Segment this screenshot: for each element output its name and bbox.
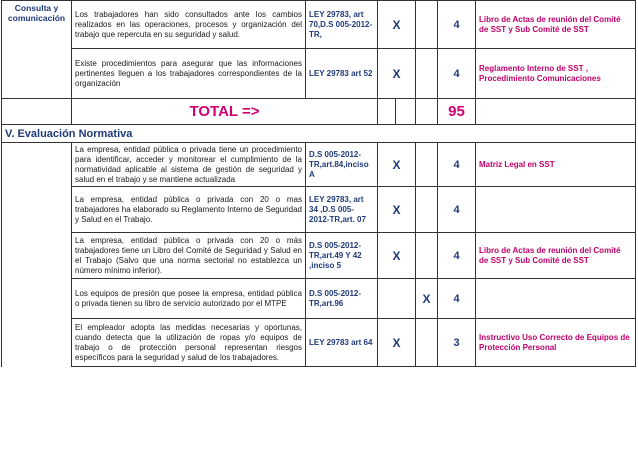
table-row [2, 187, 636, 233]
description-cell: La empresa, entidad pública o privada con 20 o más trabajadores tiene un Libro del Comité de Seguridad y Salud en el Trabajo (Salvo que una norma sectorial no establezca un número mínimo inferior). [72, 233, 306, 279]
total-empty-cell [476, 99, 636, 125]
evidence-cell: Matriz Legal en SST [476, 143, 636, 187]
law-cell: LEY 29783, art 70,D.S 005-2012-TR, [306, 1, 378, 49]
table-row [2, 49, 636, 99]
total-empty-cell [396, 99, 416, 125]
compliance-mark-cell: X [378, 233, 416, 279]
law-cell: LEY 29783 art 64 [306, 319, 378, 367]
evidence-cell: Libro de Actas de reunión del Comité de SST y Sub Comité de SST [476, 1, 636, 49]
noncompliance-mark-cell [416, 233, 438, 279]
score-cell: 4 [438, 187, 476, 233]
noncompliance-mark-cell [416, 187, 438, 233]
noncompliance-mark-cell [416, 49, 438, 99]
total-value: 95 [438, 99, 476, 125]
compliance-mark-cell: X [378, 1, 416, 49]
evidence-cell: Libro de Actas de reunión del Comité de SST y Sub Comité de SST [476, 233, 636, 279]
evaluation-table [1, 0, 636, 367]
noncompliance-mark-cell [416, 143, 438, 187]
law-cell: D.S 005-2012-TR,art.84,inciso A [306, 143, 378, 187]
table-row [2, 143, 636, 187]
score-cell: 4 [438, 1, 476, 49]
section-title: V. Evaluación Normativa [2, 125, 636, 143]
evidence-cell: Instructivo Uso Correcto de Equipos de Protección Personal [476, 319, 636, 367]
score-cell: 4 [438, 279, 476, 319]
compliance-mark-cell: X [378, 319, 416, 367]
noncompliance-mark-cell [416, 319, 438, 367]
description-cell: La empresa, entidad pública o privada con 20 o mas trabajadores ha elaborado su Reglamento Interno de Seguridad y Salud en el Trabajo. [72, 187, 306, 233]
compliance-mark-cell: X [378, 187, 416, 233]
evidence-cell: Reglamento Interno de SST , Procedimiento Comunicaciones [476, 49, 636, 99]
score-cell: 4 [438, 143, 476, 187]
compliance-mark-cell [378, 279, 416, 319]
description-cell: Existe procedimientos para asegurar que las informaciones pertinentes lleguen a los trabajadores correspondientes de la organización [72, 49, 306, 99]
category-cell: Consulta y comunicación [2, 1, 72, 99]
description-cell: La empresa, entidad pública o privada tiene un procedimiento para identificar, acceder y monitorear el cumplimiento de la normatividad aplicable al sistema de gestión de seguridad y salud en el trabajo y se mantiene actualizada [72, 143, 306, 187]
section-header-row [2, 125, 636, 143]
compliance-mark-cell: X [378, 49, 416, 99]
total-label: TOTAL => [72, 99, 378, 125]
description-cell: El empleador adopta las medidas necesarias y oportunas, cuando detecta que la utilización de ropas y/o equipos de trabajo o de protección personal representan riesgos específicos para la seguridad y salud de los trabajadores. [72, 319, 306, 367]
noncompliance-mark-cell [416, 1, 438, 49]
score-cell: 4 [438, 49, 476, 99]
score-cell: 3 [438, 319, 476, 367]
category-cell-empty [2, 143, 72, 367]
table-row [2, 279, 636, 319]
law-cell: D.S 005-2012-TR,art.96 [306, 279, 378, 319]
law-cell: D.S 005-2012-TR,art.49 Y 42 ,inciso 5 [306, 233, 378, 279]
table-row [2, 1, 636, 49]
law-cell: LEY 29783, art 34 ,D.S 005-2012-TR,art. 07 [306, 187, 378, 233]
total-empty-cell [416, 99, 438, 125]
evidence-cell [476, 187, 636, 233]
evidence-cell [476, 279, 636, 319]
description-cell: Los equipos de presión que posee la empresa, entidad pública o privada tienen su libro de servicio autorizado por el MTPE [72, 279, 306, 319]
compliance-mark-cell: X [378, 143, 416, 187]
noncompliance-mark-cell: X [416, 279, 438, 319]
table-row [2, 319, 636, 367]
description-cell: Los trabajadores han sido consultados ante los cambios realizados en las operaciones, procesos y organización del trabajo que repercuta en su seguridad y salud. [72, 1, 306, 49]
total-row [2, 99, 636, 125]
law-cell: LEY 29783 art 52 [306, 49, 378, 99]
table-row [2, 233, 636, 279]
score-cell: 4 [438, 233, 476, 279]
total-empty-cell [378, 99, 396, 125]
total-empty-cell [2, 99, 72, 125]
